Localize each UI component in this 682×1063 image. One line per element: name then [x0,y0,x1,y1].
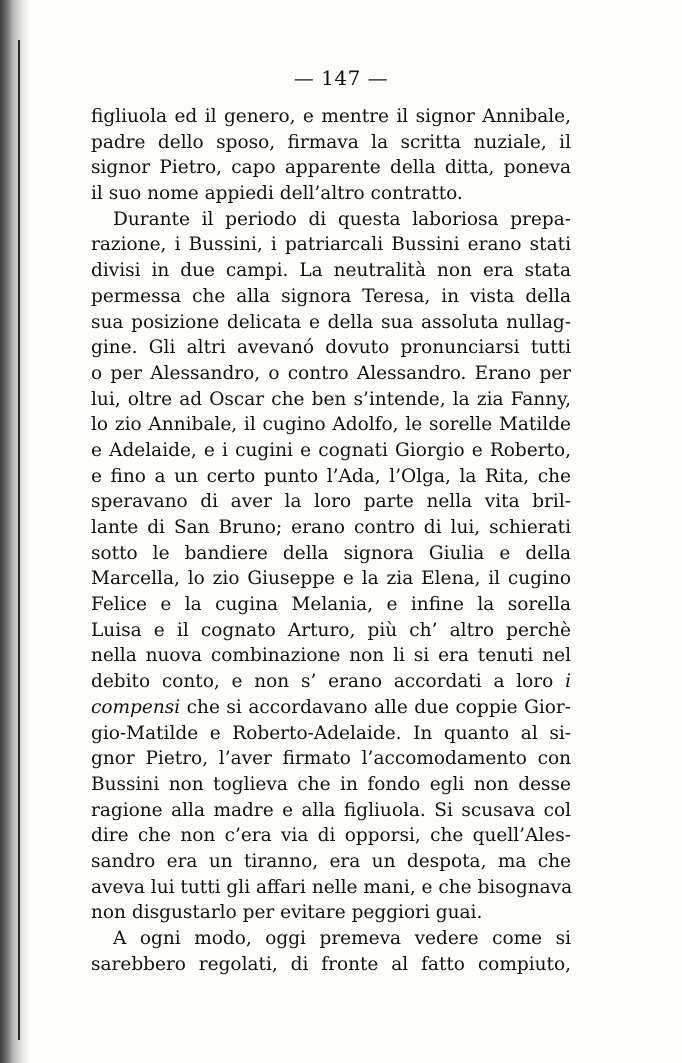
line-text: divisi in due campi. La neutralità non era stata [91,260,571,282]
line-text: o per Alessandro, o contro Alessandro. Erano per [91,362,571,384]
text-line [91,618,571,644]
text-line [91,592,571,618]
line-text: Luisa e il cognato Arturo, più ch’ altro perchè [91,619,571,641]
text-line [91,798,571,824]
line-text: A ogni modo, oggi premeva vedere come si [113,928,571,949]
text-line [91,746,571,772]
text-line [91,926,571,952]
binding-edge [18,40,20,1040]
text-line [91,643,571,669]
line-text: debito conto, e non s’ erano accordati a loro [91,671,554,693]
line-text: lante di San Bruno; erano contro di lui, schierati [91,517,571,538]
page-number: — 147 — [293,66,389,90]
text-line [91,695,571,721]
italic-word: i [565,671,571,693]
line-text: lo zio Annibale, il cugino Adolfo, le sorelle Matilde [91,414,571,436]
text-line [91,823,571,849]
line-text: il suo nome appiedi dell’altro contratto. [91,183,463,205]
text-line [91,438,571,464]
line-text: razione, i Bussini, i patriarcali Bussini erano stati [91,234,571,256]
line-text: padre dello sposo, firmava la scritta nuziale, il [91,131,571,153]
line-text: sandro era un tiranno, era un despota, ma che [91,850,571,872]
line-text: Felice e la cugina Melania, e infine la sorella [91,594,571,616]
text-line [91,515,571,541]
line-text: sua posizione delicata e della sua assoluta nullag- [91,311,571,333]
text-line [91,849,571,875]
line-text: ragione alla madre e alla figliuola. Si scusava col [91,799,571,821]
line-text: figliuola ed il genero, e mentre il signor Annibale, [91,106,571,127]
line-text: gnor Pietro, l’aver firmato l’accomodamento con [91,748,571,770]
line-text: Bussini non toglieva che in fondo egli non desse [91,773,571,795]
text-line [91,310,571,336]
text-line [91,772,571,798]
text-line [91,335,571,361]
italic-word: compensi [91,696,181,718]
text-line [91,258,571,284]
text-line [91,232,571,258]
line-text: che si accordavano alle due coppie Gior- [180,696,571,718]
text-line [91,284,571,310]
line-text: dire che non c’era via di opporsi, che quell’Ales- [91,825,571,847]
page-gutter-shadow [0,0,30,1063]
text-line [91,875,571,901]
text-line [91,104,571,130]
text-line [91,361,571,387]
line-text: signor Pietro, capo apparente della ditta, poneva [91,157,571,179]
text-line [91,566,571,592]
line-text: permessa che alla signora Teresa, in vista della [91,285,571,307]
text-line [91,669,571,695]
line-text: Marcella, lo zio Giuseppe e la zia Elena, il cugino [91,568,571,590]
line-text: sotto le bandiere della signora Giulia e della [91,542,571,564]
text-line [91,952,571,978]
body-text [91,104,571,977]
line-text: gio-Matilde e Roberto-Adelaide. In quanto al si- [91,722,571,744]
text-line [91,541,571,567]
line-text: speravano di aver la loro parte nella vita bril- [91,491,571,513]
line-text: aveva lui tutti gli affari nelle mani, e che bisognava [91,876,573,898]
line-text: e fino a un certo punto l’Ada, l’Olga, la Rita, che [91,465,571,487]
line-text: e Adelaide, e i cugini e cognati Giorgio e Roberto, [91,439,571,461]
text-line [91,900,571,926]
line-text: Durante il periodo di questa laboriosa prepa- [113,208,571,230]
text-line [91,130,571,156]
text-line [91,155,571,181]
line-text: nella nuova combinazione non li si era tenuti nel [91,645,571,667]
line-text: lui, oltre ad Oscar che ben s’intende, la zia Fanny, [91,388,571,410]
text-line [91,387,571,413]
text-line [91,412,571,438]
text-line [91,721,571,747]
line-text: non disgustarlo per evitare peggiori guai. [91,902,483,924]
text-line [91,181,571,207]
line-text: sarebbero regolati, di fronte al fatto compiuto, [91,953,571,975]
line-text: gine. Gli altri avevanó dovuto pronunciarsi tutti [91,337,571,359]
text-line [91,207,571,233]
text-line [91,464,571,490]
text-line [91,489,571,515]
